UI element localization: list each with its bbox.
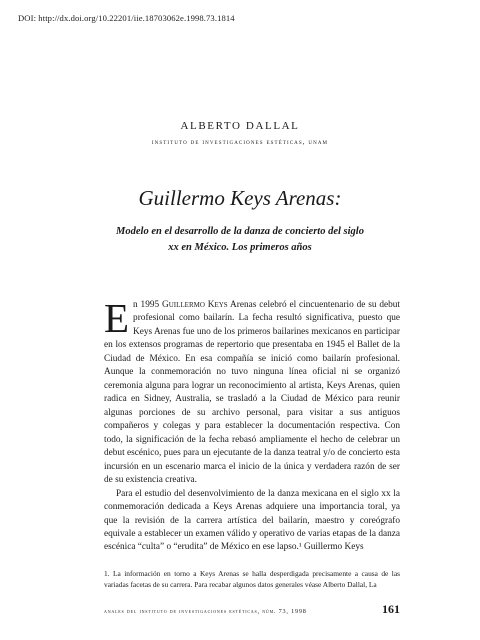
author-name: ALBERTO DALLAL xyxy=(180,120,300,132)
journal-citation: anales del instituto de investigaciones estéticas, núm. 73, 1998 xyxy=(104,608,307,615)
page-number: 161 xyxy=(382,602,400,616)
author-affiliation: instituto de investigaciones estéticas, unam xyxy=(151,138,329,146)
paragraph-1 xyxy=(104,295,401,488)
footnote: 1. La información en torno a Keys Arenas se halla desperdigada precisamente a causa de las variadas facetas de su carrera. Para recabar algunos datos generales véase Alberto Dallal, La xyxy=(104,569,400,590)
paragraph-1-text: Arenas celebró el cincuentenario de su debut profesional como bailarín. La fecha resultó significativa, puesto que Keys Arenas fue uno de los primeros bailarines mexicanos en participar en los extensos programas de repertorio que presentaba en 1945 el Ballet de la Ciudad de México. En esa compañía se inició como bailarín profesional. Aunque la conmemoración no tuvo ninguna línea oficial ni se organizó ceremonia alguna para lograr un reconocimiento al artista, Keys Arenas, quien radica en Sidney, Australia, se trasladó a la Ciudad de México para reunir algunas porciones de su archivo personal, para visitar a sus antiguos compañeros y colegas y para establecer la documentación respectiva. Con todo, la significación de la fecha rebasó ampliamente el hecho de celebrar un debut escénico, pues para un ejecutante de la danza teatral y/o de concierto esta incursión en un escenario marca el inicio de la única y verdadera razón de ser de su existencia creativa. xyxy=(104,300,401,486)
paragraph-1-lead: n 1995 xyxy=(133,300,163,310)
page-footer xyxy=(104,602,400,617)
paragraph-1-name: Guillermo Keys xyxy=(162,300,228,310)
article-body xyxy=(104,295,401,555)
article-subtitle: Modelo en el desarrollo de la danza de concierto del siglo xx en México. Los primeros años xyxy=(116,226,364,254)
drop-cap: E xyxy=(104,295,130,341)
paragraph-2: Para el estudio del desenvolvimiento de la danza mexicana en el siglo xx la conmemoración dedicada a Keys Arenas adquiere una importancia toral, ya que la revisión de la carrera artística del bailarín, maestro y coreógrafo equivale a establecer un examen válido y operativo de varias etapas de la danza escénica “culta” o “erudita” de México en ese lapso.¹ Guillermo Keys xyxy=(104,488,400,553)
article-title: Guillermo Keys Arenas: xyxy=(138,186,342,210)
doi-line: DOI: http://dx.doi.org/10.22201/iie.18703062e.1998.73.1814 xyxy=(18,13,235,23)
